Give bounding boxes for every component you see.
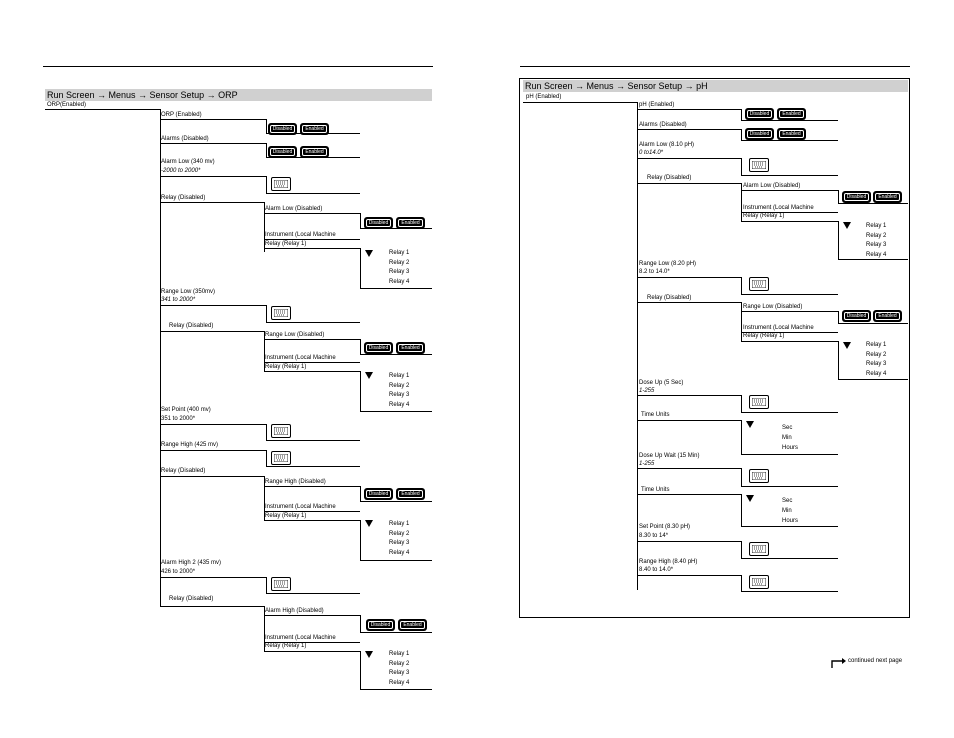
divider xyxy=(160,202,264,203)
disabled-button-label: Disabled xyxy=(368,621,393,629)
instrument-label: Instrument (Local Machine xyxy=(265,504,336,510)
relay-option[interactable]: Relay 4 xyxy=(389,401,410,408)
relay-option[interactable]: Relay 1 xyxy=(389,651,410,657)
branch-line xyxy=(741,129,742,140)
enabled-button-label: Enabled xyxy=(302,148,327,156)
relay-option[interactable]: Relay 3 xyxy=(389,269,410,275)
unit-option[interactable]: Hours xyxy=(782,518,799,524)
enabled-button[interactable] xyxy=(398,619,427,631)
keyboard-icon[interactable] xyxy=(749,575,769,589)
dropdown-triangle-icon[interactable] xyxy=(365,250,373,257)
branch-line xyxy=(360,371,361,411)
dropdown-triangle-icon[interactable] xyxy=(843,222,851,229)
branch-line xyxy=(838,190,839,203)
divider xyxy=(637,575,741,576)
divider xyxy=(637,541,741,542)
alarm-low-label: Alarm Low (8.10 pH) xyxy=(639,142,695,148)
relay-option[interactable]: Relay 3 xyxy=(866,242,887,248)
enabled-button[interactable] xyxy=(300,123,329,135)
divider xyxy=(160,143,266,144)
instrument-label: Instrument (Local Machine xyxy=(265,355,336,361)
divider xyxy=(637,395,741,396)
relay-options xyxy=(389,520,409,558)
divider xyxy=(637,183,741,184)
unit-option[interactable]: Hours xyxy=(782,445,799,451)
time-unit-options xyxy=(782,423,798,453)
enabled-button-label: Enabled xyxy=(398,219,423,227)
enabled-button-label: Enabled xyxy=(400,621,425,629)
range-low-disabled-label: Range Low (Disabled) xyxy=(743,304,803,310)
enabled-button[interactable] xyxy=(396,342,425,354)
relay-option[interactable]: Relay 1 xyxy=(389,373,410,379)
disabled-button[interactable] xyxy=(745,108,774,120)
tree-spine xyxy=(160,109,161,607)
divider xyxy=(741,526,838,527)
range-high-label: Range High (425 mv) xyxy=(161,442,219,448)
relay-option[interactable]: Relay 3 xyxy=(389,540,410,546)
divider xyxy=(741,175,838,176)
divider xyxy=(160,305,266,306)
divider xyxy=(160,476,264,477)
disabled-button[interactable] xyxy=(364,342,393,354)
disabled-button[interactable] xyxy=(842,191,871,203)
branch-line xyxy=(741,158,742,175)
divider xyxy=(160,606,264,607)
branch-line xyxy=(838,341,839,379)
alarm-low-range: -2000 to 2000* xyxy=(161,168,201,174)
divider xyxy=(637,302,741,303)
divider xyxy=(266,593,360,594)
relay-relay-label: Relay (Relay 1) xyxy=(265,364,307,370)
relay-options xyxy=(866,341,886,379)
relay-option[interactable]: Relay 2 xyxy=(389,259,410,266)
disabled-button-label: Disabled xyxy=(747,110,772,118)
root-label-orp: ORP(Enabled) xyxy=(47,102,87,108)
divider xyxy=(838,323,908,324)
disabled-button-label: Disabled xyxy=(844,312,869,320)
enabled-button[interactable] xyxy=(777,128,806,140)
divider xyxy=(160,424,266,425)
divider xyxy=(160,450,266,451)
orp-enabled-label: ORP (Enabled) xyxy=(161,112,202,118)
divider xyxy=(741,412,838,413)
disabled-button-label: Disabled xyxy=(270,148,295,156)
divider xyxy=(45,109,160,110)
enabled-button-label: Enabled xyxy=(779,110,804,118)
relay-option[interactable]: Relay 1 xyxy=(866,342,887,348)
branch-line xyxy=(741,302,742,341)
set-point-label: Set Point (400 mv) xyxy=(161,407,211,413)
set-point-range: 8.30 to 14* xyxy=(639,533,669,539)
range-low-label: Range Low (8.20 pH) xyxy=(639,261,697,267)
divider xyxy=(838,379,908,380)
branch-line xyxy=(266,450,267,466)
page-title-ph: Run Screen → Menus → Sensor Setup → pH xyxy=(523,80,908,92)
keyboard-icon[interactable] xyxy=(271,177,291,191)
divider xyxy=(741,311,838,312)
divider xyxy=(741,190,838,191)
disabled-button[interactable] xyxy=(268,123,297,135)
relay-label: Relay (Disabled) xyxy=(161,468,206,474)
divider xyxy=(264,371,360,372)
relay-options xyxy=(389,650,409,688)
divider xyxy=(266,322,360,323)
enabled-button-label: Enabled xyxy=(302,125,327,133)
divider xyxy=(264,248,360,249)
keyboard-icon[interactable] xyxy=(271,577,291,591)
divider xyxy=(160,119,266,120)
branch-line xyxy=(360,651,361,689)
branch-line xyxy=(360,615,361,632)
range-high-range: 8.40 to 14.0* xyxy=(639,567,674,573)
relay-option[interactable]: Relay 1 xyxy=(389,250,410,256)
relay-label: Relay (Disabled) xyxy=(647,295,692,301)
dropdown-triangle-icon[interactable] xyxy=(365,651,373,658)
disabled-button-label: Disabled xyxy=(366,219,391,227)
relay-options xyxy=(389,249,409,287)
enabled-button[interactable] xyxy=(300,146,329,158)
relay-option[interactable]: Relay 4 xyxy=(389,679,410,686)
keyboard-icon[interactable] xyxy=(749,542,769,556)
relay-option[interactable]: Relay 1 xyxy=(389,521,410,527)
relay-relay-label: Relay (Relay 1) xyxy=(265,643,307,649)
divider xyxy=(160,577,266,578)
relay-relay-label: Relay (Relay 1) xyxy=(265,513,307,519)
unit-option[interactable]: Min xyxy=(782,508,792,514)
divider xyxy=(264,615,360,616)
dose-up-label: Dose Up (5 Sec) xyxy=(639,380,684,386)
turn-arrow-icon xyxy=(831,655,847,673)
disabled-button[interactable] xyxy=(842,310,871,322)
enabled-button[interactable] xyxy=(396,488,425,500)
divider xyxy=(741,140,838,141)
alarm-high2-label: Alarm High 2 (435 mv) xyxy=(161,560,222,566)
divider xyxy=(637,420,741,421)
divider xyxy=(741,120,838,121)
branch-line xyxy=(741,277,742,294)
enabled-button[interactable] xyxy=(873,310,902,322)
branch-line xyxy=(266,577,267,593)
divider xyxy=(360,501,432,502)
unit-option[interactable]: Min xyxy=(782,435,792,441)
branch-line xyxy=(360,339,361,354)
relay-relay-label: Relay (Relay 1) xyxy=(743,213,785,219)
branch-line xyxy=(741,183,742,221)
divider xyxy=(360,354,432,355)
relay-option[interactable]: Relay 4 xyxy=(389,549,410,556)
dose-up-wait-label: Dose Up Wait (15 Min) xyxy=(639,453,700,459)
branch-line xyxy=(741,109,742,120)
relay-option[interactable]: Relay 2 xyxy=(866,232,887,239)
divider xyxy=(266,440,360,441)
relay-options xyxy=(389,372,409,410)
enabled-button[interactable] xyxy=(396,217,425,229)
disabled-button-label: Disabled xyxy=(270,125,295,133)
keyboard-icon[interactable] xyxy=(749,395,769,409)
time-units-label: Time Units xyxy=(641,412,670,418)
dose-up-range: 1-255 xyxy=(639,388,655,394)
dropdown-triangle-icon[interactable] xyxy=(746,495,754,502)
keyboard-icon[interactable] xyxy=(749,277,769,291)
keyboard-icon[interactable] xyxy=(749,158,769,172)
relay-option[interactable]: Relay 3 xyxy=(866,361,887,367)
relay-options xyxy=(866,222,886,260)
instrument-label: Instrument (Local Machine xyxy=(743,325,814,331)
divider xyxy=(360,632,432,633)
divider xyxy=(741,558,838,559)
enabled-button-label: Enabled xyxy=(875,193,900,201)
branch-line xyxy=(838,311,839,323)
instrument-label: Instrument (Local Machine xyxy=(265,635,336,641)
branch-line xyxy=(360,213,361,228)
branch-line xyxy=(266,143,267,157)
enabled-button-label: Enabled xyxy=(398,490,423,498)
divider xyxy=(264,339,360,340)
relay-option[interactable]: Relay 3 xyxy=(389,670,410,676)
divider xyxy=(264,651,360,652)
disabled-button[interactable] xyxy=(745,128,774,140)
relay-option[interactable]: Relay 3 xyxy=(389,392,410,398)
dropdown-triangle-icon[interactable] xyxy=(365,372,373,379)
top-rule-right xyxy=(520,66,910,67)
disabled-button[interactable] xyxy=(364,217,393,229)
branch-line xyxy=(266,424,267,440)
divider xyxy=(637,277,741,278)
relay-option[interactable]: Relay 4 xyxy=(389,278,410,285)
divider xyxy=(523,102,637,103)
instrument-label: Instrument (Local Machine xyxy=(743,205,814,211)
disabled-button[interactable] xyxy=(364,488,393,500)
alarm-low-label: Alarm Low (340 mv) xyxy=(161,159,215,165)
divider xyxy=(160,331,264,332)
branch-line xyxy=(741,541,742,558)
branch-line xyxy=(741,395,742,412)
divider xyxy=(264,362,360,363)
branch-line xyxy=(741,494,742,526)
range-low-disabled-label: Range Low (Disabled) xyxy=(265,332,325,338)
range-low-label: Range Low (350mv) xyxy=(161,289,216,295)
enabled-button-label: Enabled xyxy=(779,130,804,138)
alarm-high2-range: 426 to 2000* xyxy=(161,569,196,575)
instrument-label: Instrument (Local Machine xyxy=(265,232,336,238)
keyboard-icon[interactable] xyxy=(749,469,769,483)
disabled-button-label: Disabled xyxy=(366,490,391,498)
branch-line xyxy=(360,248,361,288)
divider xyxy=(637,129,741,130)
divider xyxy=(266,193,360,194)
alarms-label: Alarms (Disabled) xyxy=(639,122,687,128)
branch-line xyxy=(741,575,742,591)
relay-option[interactable]: Relay 4 xyxy=(866,251,887,258)
root-label-ph: pH (Enabled) xyxy=(526,94,562,100)
branch-line xyxy=(360,520,361,560)
divider xyxy=(637,468,741,469)
divider xyxy=(741,486,838,487)
disabled-button-label: Disabled xyxy=(366,344,391,352)
enabled-button-label: Enabled xyxy=(875,312,900,320)
dropdown-triangle-icon[interactable] xyxy=(746,421,754,428)
relay-label: Relay (Disabled) xyxy=(161,195,206,201)
time-unit-options xyxy=(782,496,798,526)
disabled-button-label: Disabled xyxy=(844,193,869,201)
continued-next-page[interactable]: continued next page xyxy=(848,658,903,664)
disabled-button[interactable] xyxy=(268,146,297,158)
keyboard-icon[interactable] xyxy=(271,306,291,320)
divider xyxy=(741,221,838,222)
divider xyxy=(360,411,432,412)
range-high-disabled-label: Range High (Disabled) xyxy=(265,479,326,485)
branch-line xyxy=(266,176,267,193)
divider xyxy=(741,454,838,455)
unit-option[interactable]: Sec xyxy=(782,425,793,431)
unit-option[interactable]: Sec xyxy=(782,498,793,504)
enabled-button[interactable] xyxy=(873,191,902,203)
range-low-range: 8.2 to 14.0* xyxy=(639,269,670,275)
enabled-button[interactable] xyxy=(777,108,806,120)
keyboard-icon[interactable] xyxy=(271,424,291,438)
ph-frame xyxy=(519,78,910,618)
divider xyxy=(160,176,266,177)
set-point-label: Set Point (8.30 pH) xyxy=(639,524,691,530)
range-high-label: Range High (8.40 pH) xyxy=(639,559,698,565)
divider xyxy=(264,511,360,512)
keyboard-icon[interactable] xyxy=(271,451,291,465)
enabled-button-label: Enabled xyxy=(398,344,423,352)
branch-line xyxy=(741,468,742,486)
divider xyxy=(637,494,741,495)
divider xyxy=(264,520,360,521)
alarm-low-disabled-label: Alarm Low (Disabled) xyxy=(743,183,801,189)
relay-option[interactable]: Relay 2 xyxy=(389,382,410,389)
range-low-range: 341 to 2000* xyxy=(161,297,196,303)
divider xyxy=(264,239,360,240)
divider xyxy=(360,288,432,289)
page-title-orp: Run Screen → Menus → Sensor Setup → ORP xyxy=(45,89,432,101)
relay-label: Relay (Disabled) xyxy=(647,175,692,181)
set-point-range: 351 to 2000* xyxy=(161,416,196,422)
alarms-label: Alarms (Disabled) xyxy=(161,136,209,142)
branch-line xyxy=(266,305,267,322)
divider xyxy=(637,109,741,110)
divider xyxy=(741,294,838,295)
divider xyxy=(266,466,360,467)
alarm-low-disabled-label: Alarm Low (Disabled) xyxy=(265,206,323,212)
alarm-low-range: 0 to14.0* xyxy=(639,150,664,156)
dropdown-triangle-icon[interactable] xyxy=(843,342,851,349)
dose-up-wait-range: 1-255 xyxy=(639,461,655,467)
ph-enabled-label: pH (Enabled) xyxy=(639,102,675,108)
relay-label: Relay (Disabled) xyxy=(169,596,214,602)
relay-option[interactable]: Relay 2 xyxy=(866,351,887,358)
disabled-button-label: Disabled xyxy=(747,130,772,138)
relay-relay-label: Relay (Relay 1) xyxy=(743,333,785,339)
divider xyxy=(838,203,908,204)
relay-label: Relay (Disabled) xyxy=(169,323,214,329)
branch-line xyxy=(266,119,267,133)
relay-relay-label: Relay (Relay 1) xyxy=(265,241,307,247)
divider xyxy=(360,689,432,690)
divider xyxy=(264,486,360,487)
dropdown-triangle-icon[interactable] xyxy=(365,520,373,527)
divider xyxy=(741,591,838,592)
divider xyxy=(637,158,741,159)
top-rule-left xyxy=(43,66,433,67)
tree-spine xyxy=(637,102,638,590)
divider xyxy=(741,341,838,342)
branch-line xyxy=(360,486,361,501)
divider xyxy=(360,560,432,561)
relay-option[interactable]: Relay 4 xyxy=(866,370,887,377)
disabled-button[interactable] xyxy=(366,619,395,631)
branch-line xyxy=(741,420,742,454)
relay-option[interactable]: Relay 1 xyxy=(866,223,887,229)
time-units-label: Time Units xyxy=(641,487,670,493)
branch-line xyxy=(838,221,839,259)
divider xyxy=(264,213,360,214)
relay-option[interactable]: Relay 2 xyxy=(389,660,410,667)
alarm-high-disabled-label: Alarm High (Disabled) xyxy=(265,608,324,614)
relay-option[interactable]: Relay 2 xyxy=(389,530,410,537)
